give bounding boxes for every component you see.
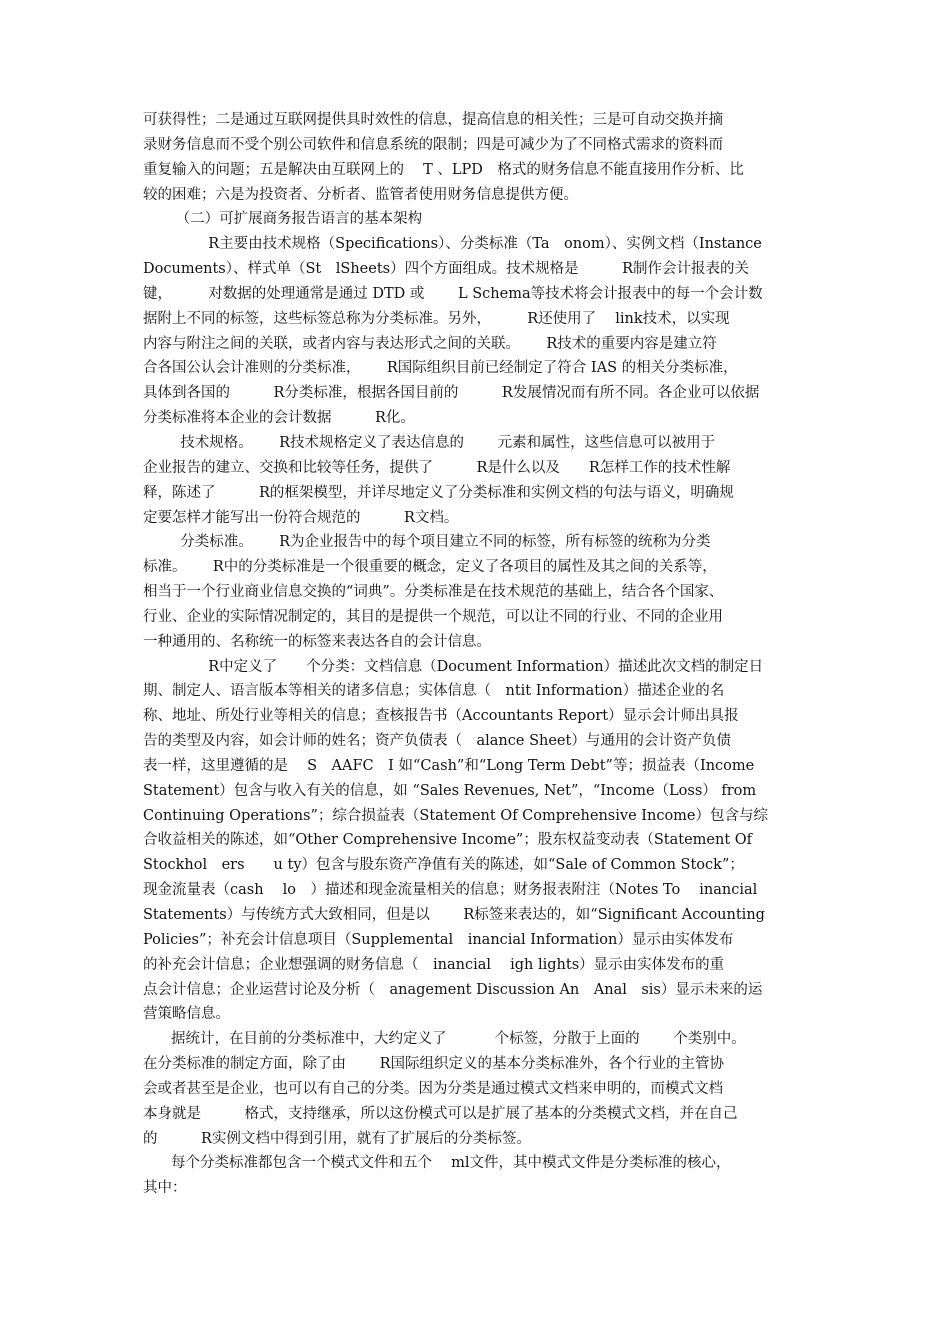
text-line: 一种通用的、名称统一的标签来表达各自的会计信息。: [143, 633, 491, 650]
document-body: [143, 108, 811, 1201]
text-line: 可获得性；二是通过互联网提供具时效性的信息，提高信息的相关性；三是可自动交换并摘: [143, 112, 723, 128]
text-line: 内容与附注之间的关联，或者内容与表达形式之间的关联。 R技术的重要内容是建立符: [143, 335, 717, 352]
text-line: 较的困难；六是为投资者、分析者、监管者使用财务信息提供方便。: [143, 186, 578, 203]
text-line: 称、地址、所处行业等相关的信息；查核报告书（Accountants Report）显示会计师出具报: [143, 708, 739, 725]
text-line: Continuing Operations”；综合损益表（Statement Of Comprehensive Income）包含与综: [143, 807, 768, 824]
text-line: 营策略信息。: [143, 1006, 230, 1023]
text-line: 标准。 R中的分类标准是一个很重要的概念，定义了各项目的属性及其之间的关系等，: [143, 559, 717, 576]
text-line: 键， 对数据的处理通常是通过 DTD 或 L Schema等技术将会计报表中的每一个会计数: [143, 285, 763, 302]
text-line: 据附上不同的标签，这些标签总称为分类标准。另外， R还使用了 link技术，以实现: [143, 310, 730, 327]
text-line: 定要怎样才能写出一份符合规范的 R文档。: [143, 509, 459, 526]
text-line: Statements）与传统方式大致相同，但是以 R标签来表达的，如“Significant Accounting: [143, 907, 765, 923]
text-line: 企业报告的建立、交换和比较等任务，提供了 R是什么以及 R怎样工作的技术性解: [143, 459, 731, 476]
text-line: 合收益相关的陈述，如“Other Comprehensive Income”；股东权益变动表（Statement Of: [143, 832, 753, 849]
section-heading: （二）可扩展商务报告语言的基本架构: [171, 211, 423, 228]
text-line: 合各国公认会计准则的分类标准， R国际组织目前已经制定了符合 IAS 的相关分类标准，: [143, 360, 738, 377]
text-line: 表一样，这里遵循的是 S AAFC I 如“Cash”和“Long Term Debt”等；损益表（Income: [143, 757, 755, 774]
text-line: 本身就是 格式，支持继承，所以这份模式可以是扩展了基本的分类模式文档，并在自己: [143, 1105, 738, 1122]
text-line: Documents）、样式单（St lSheets）四个方面组成。技术规格是 R制作会计报表的关: [143, 261, 750, 278]
text-line: 相当于一个行业商业信息交换的“词典”。分类标准是在技术规范的基础上，结合各个国家、: [143, 584, 724, 601]
text-line: 每个分类标准都包含一个模式文件和五个 ml文件，其中模式文件是分类标准的核心，: [171, 1155, 731, 1172]
text-line: Statement）包含与收入有关的信息，如 “Sales Revenues, Net”，“Income（Loss） from: [143, 782, 757, 799]
text-line: 告的类型及内容，如会计师的姓名；资产负债表（ alance Sheet）与通用的会计资产负债: [143, 733, 731, 750]
text-line: Policies”；补充会计信息项目（Supplemental inancial Information）显示由实体发布: [143, 931, 734, 948]
text-line: R主要由技术规格（Specifications）、分类标准（Ta onom）、实例文档（Instance: [199, 236, 762, 253]
text-line: 据统计，在目前的分类标准中，大约定义了 个标签，分散于上面的 个类别中。: [171, 1031, 746, 1048]
text-line: 期、制定人、语言版本等相关的诸多信息；实体信息（ ntit Information）描述企业的名: [143, 683, 725, 700]
text-line: 在分类标准的制定方面，除了由 R国际组织定义的基本分类标准外，各个行业的主管协: [143, 1056, 725, 1073]
text-line: 分类标准。 R为企业报告中的每个项目建立不同的标签，所有标签的统称为分类: [171, 534, 711, 551]
text-line: 点会计信息；企业运营讨论及分析（ anagement Discussion An Anal sis）显示未来的运: [143, 981, 763, 998]
text-line: 的 R实例文档中得到引用，就有了扩展后的分类标签。: [143, 1130, 531, 1147]
text-line: 行业、企业的实际情况制定的，其目的是提供一个规范，可以让不同的行业、不同的企业用: [143, 608, 723, 625]
text-line: 释，陈述了 R的框架模型，并详尽地定义了分类标准和实例文档的句法与语义，明确规: [143, 484, 734, 501]
text-line: Stockhol ers u ty）包含与股东资产净值有关的陈述，如“Sale of Common Stock”；: [143, 857, 744, 874]
text-line: 技术规格。 R技术规格定义了表达信息的 元素和属性，这些信息可以被用于: [171, 434, 716, 451]
text-line: 分类标准将本企业的会计数据 R化。: [143, 410, 415, 427]
text-line: 录财务信息而不受个别公司软件和信息系统的限制；四是可减少为了不同格式需求的资料而: [143, 136, 723, 153]
text-line: 其中：: [143, 1180, 187, 1197]
text-line: 的补充会计信息；企业想强调的财务信息（ inancial igh lights）显示由实体发布的重: [143, 956, 725, 973]
text-line: R中定义了 个分类：文档信息（Document Information）描述此次文档的制定日: [199, 658, 764, 675]
text-line: 会或者甚至是企业，也可以有自己的分类。因为分类是通过模式文档来申明的，而模式文档: [143, 1080, 723, 1097]
text-line: 重复输入的问题；五是解决由互联网上的 T 、LPD 格式的财务信息不能直接用作分析、比: [143, 161, 744, 178]
text-line: 具体到各国的 R分类标准，根据各国目前的 R发展情况而有所不同。各企业可以依据: [143, 385, 760, 402]
text-line: 现金流量表（cash lo ）描述和现金流量相关的信息；财务报表附注（Notes To inancial: [143, 882, 758, 899]
